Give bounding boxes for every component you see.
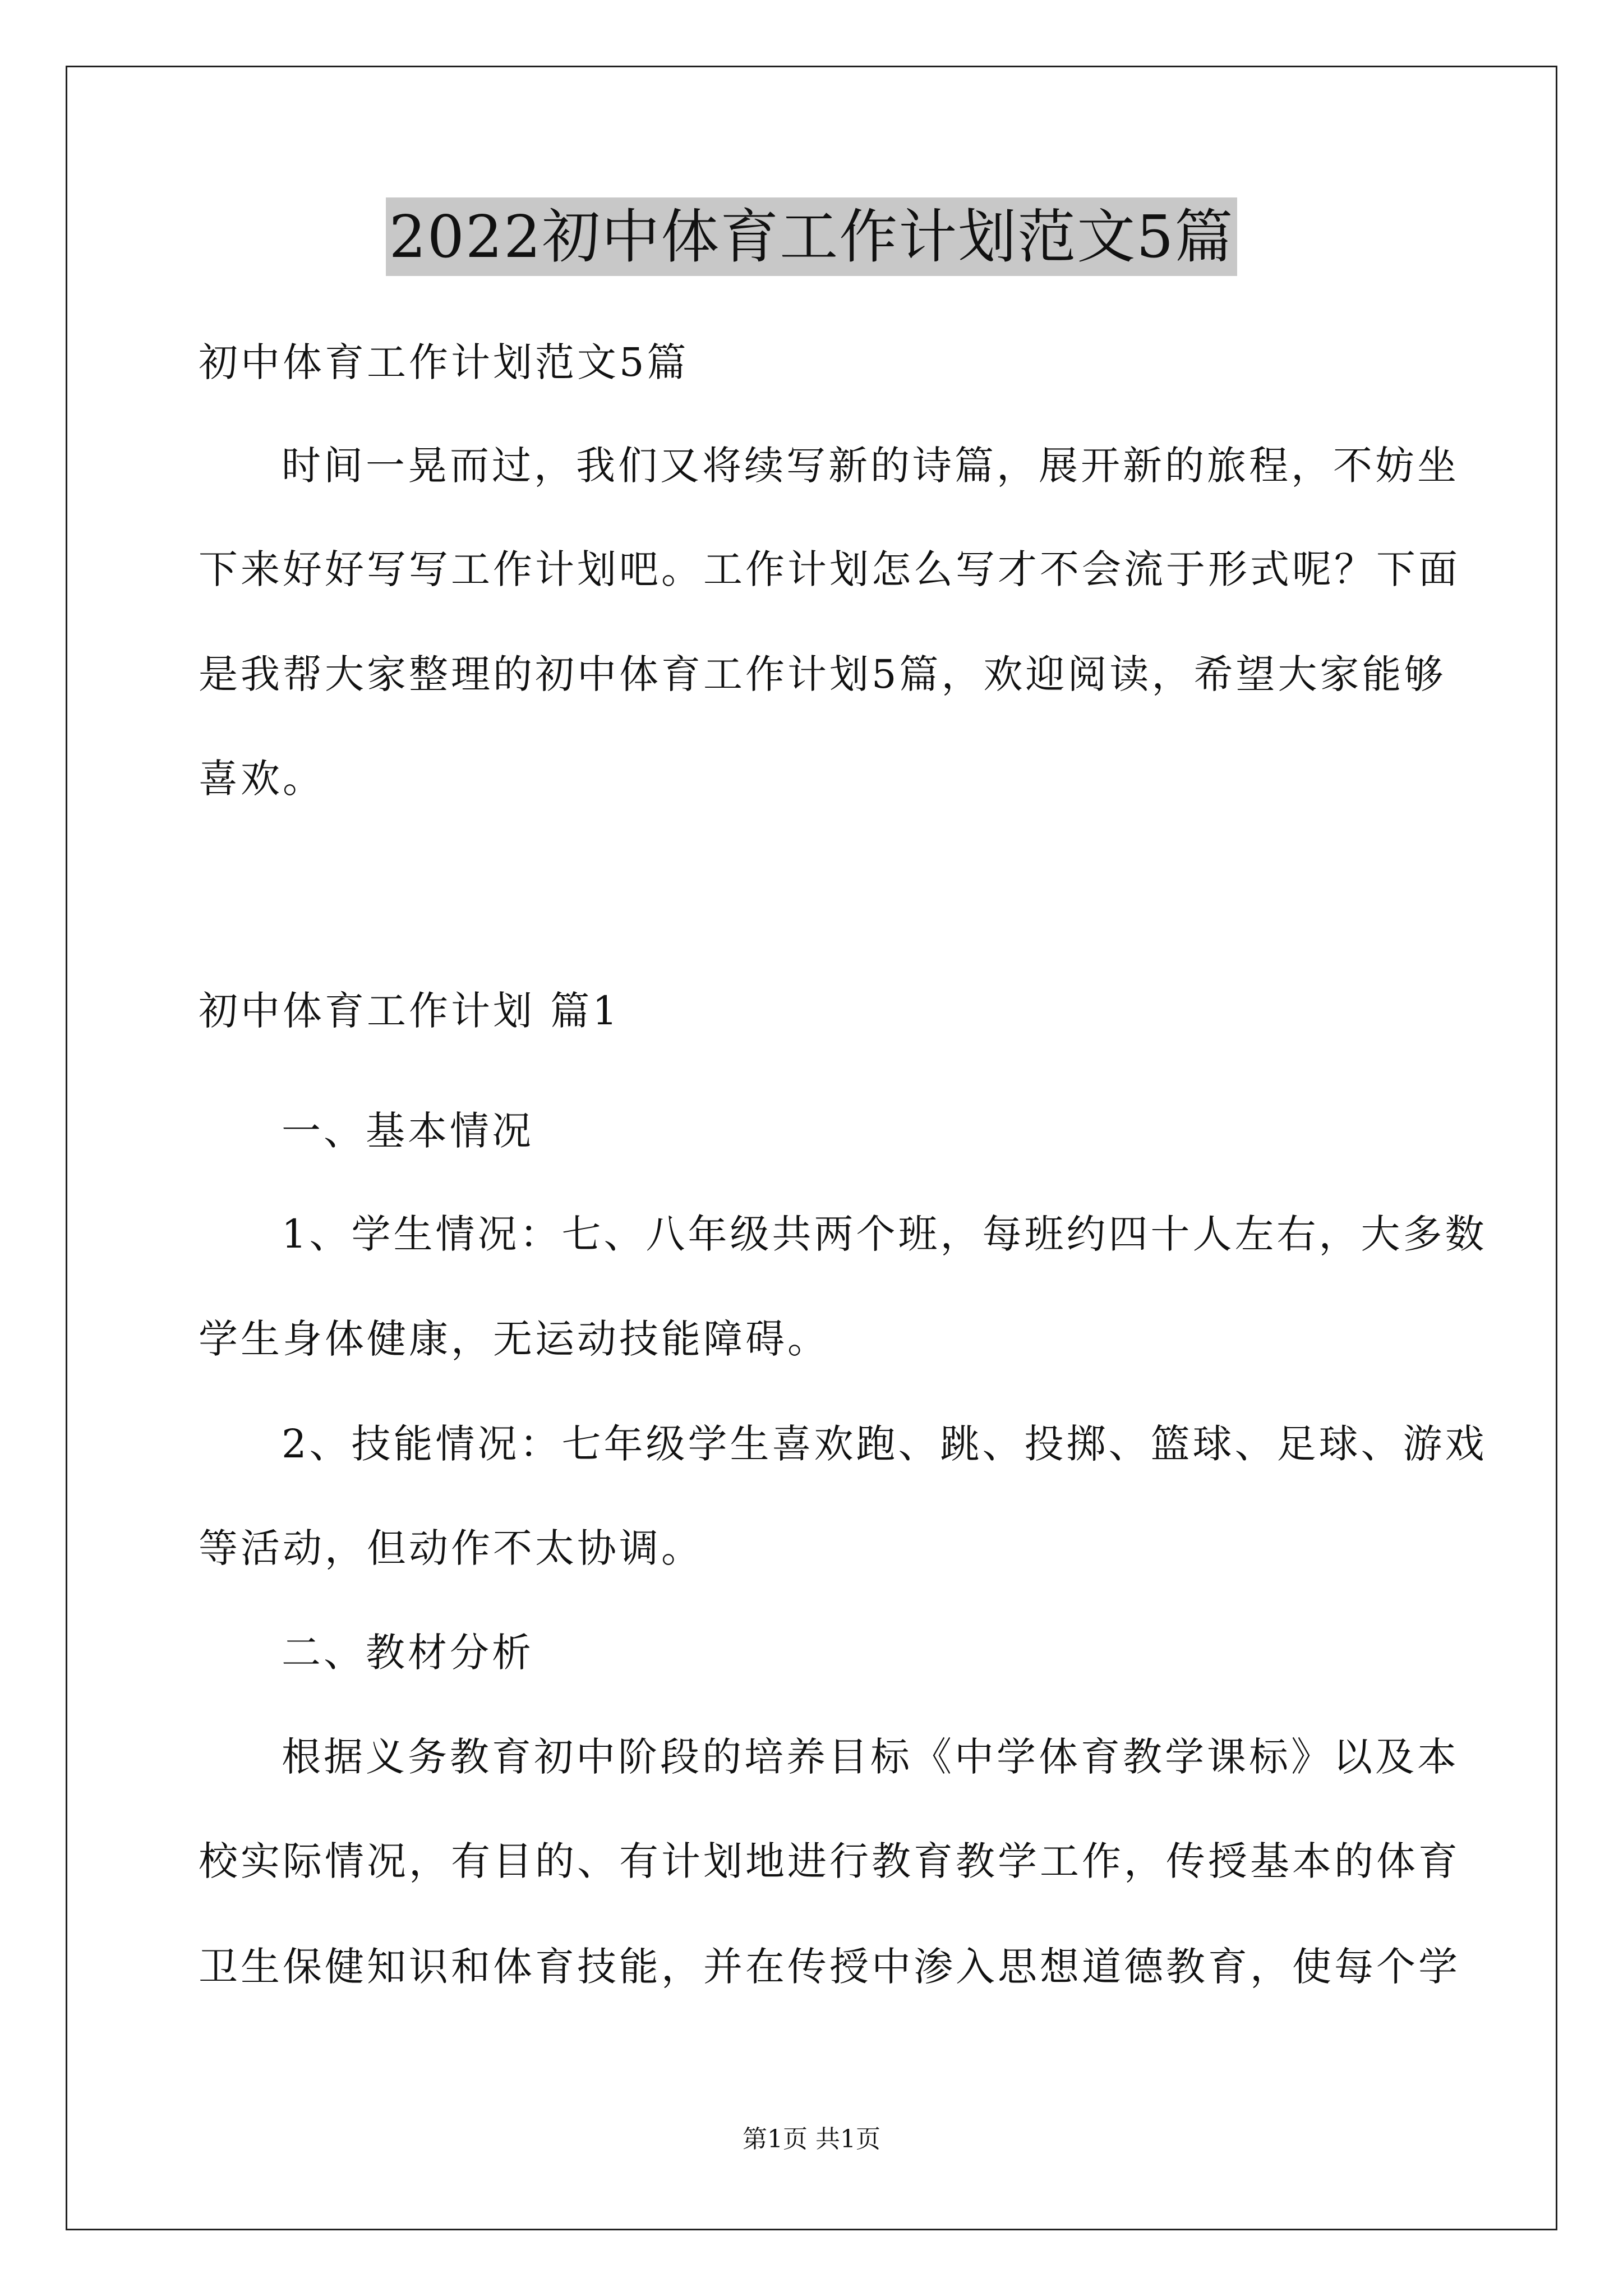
intro-line: 是我帮大家整理的初中体育工作计划5篇，欢迎阅读，希望大家能够	[199, 651, 1446, 697]
intro-line: 下来好好写写工作计划吧。工作计划怎么写才不会流于形式呢？下面	[199, 546, 1460, 592]
document-subtitle: 初中体育工作计划范文5篇	[199, 339, 689, 385]
page-number: 第1页 共1页	[743, 2125, 880, 2154]
section-heading: 初中体育工作计划 篇1	[199, 988, 620, 1034]
item-line: 2、技能情况：七年级学生喜欢跑、跳、投掷、篮球、足球、游戏	[282, 1421, 1487, 1467]
intro-line: 喜欢。	[199, 756, 325, 802]
analysis-line: 根据义务教育初中阶段的培养目标《中学体育教学课标》以及本	[282, 1734, 1459, 1780]
intro-line: 时间一晃而过，我们又将续写新的诗篇，展开新的旅程，不妨坐	[282, 443, 1459, 489]
document-title: 2022初中体育工作计划范文5篇	[386, 197, 1238, 276]
part-heading: 二、教材分析	[282, 1630, 534, 1676]
part-heading: 一、基本情况	[282, 1108, 534, 1154]
item-line: 等活动，但动作不太协调。	[199, 1525, 703, 1571]
title-wrap	[0, 197, 1623, 276]
item-line: 1、学生情况：七、八年级共两个班，每班约四十人左右，大多数	[282, 1211, 1487, 1257]
analysis-line: 校实际情况，有目的、有计划地进行教育教学工作，传授基本的体育	[199, 1838, 1460, 1884]
analysis-line: 卫生保健知识和体育技能，并在传授中渗入思想道德教育，使每个学	[199, 1944, 1460, 1990]
item-line: 学生身体健康，无运动技能障碍。	[199, 1316, 829, 1362]
